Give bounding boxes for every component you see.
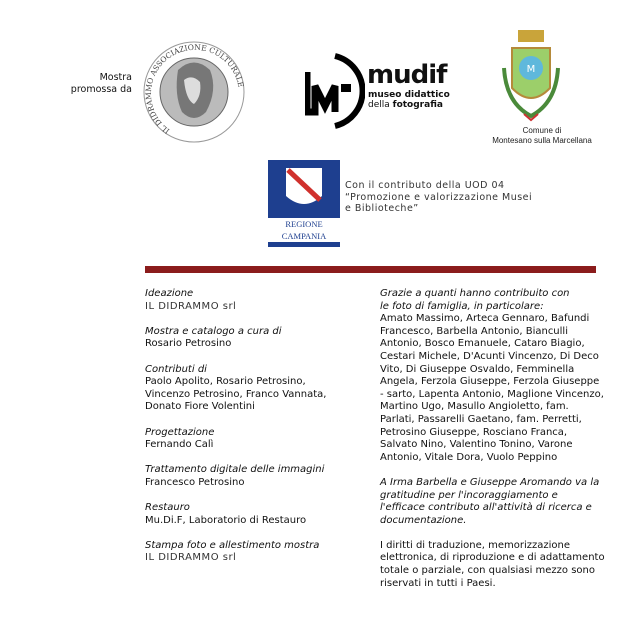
credit-item: Mostra e catalogo a cura di Rosario Petrosino (145, 325, 282, 350)
credit-item: Restauro Mu.Di.F, Laboratorio di Restauro (145, 502, 307, 526)
credits-column (145, 288, 375, 578)
svg-text:M: M (526, 64, 536, 75)
regione-campania-logo: REGIONE CAMPANIA (268, 160, 340, 236)
coin-logo-text: IL DIDRAMMO ASSOCIAZIONE CULTURALE (143, 42, 246, 136)
credit-item: Contributi di Paolo Apolito, Rosario Petrosino, Vincenzo Petrosino, Franco Vannata, Donato Fiore Volentini (145, 363, 327, 413)
rights-text: I diritti di traduzione, memorizzazione elettronica, di riproduzione e di adattamento totale o parziale, con qualsiasi mezzo sono riservati in tutti i Paesi. (380, 539, 605, 589)
contributo-text: Con il contributo della UOD 04 “Promozione e valorizzazione Musei e Biblioteche” (345, 180, 533, 214)
mudif-mark-icon (305, 52, 365, 130)
credit-item: Stampa foto e allestimento mostra IL DIDRAMMO srl (145, 539, 320, 564)
credit-item: Ideazione IL DIDRAMMO srl (145, 288, 237, 312)
thanks-intro: Grazie a quanti hanno contribuito con le foto di famiglia, in particolare: (380, 288, 570, 312)
credit-item: Progettazione Fernando Calì (145, 426, 215, 451)
promo-label: Mostra promossa da (70, 72, 132, 95)
thanks-column (380, 288, 605, 603)
divider-bar (145, 266, 596, 273)
credit-item: Trattamento digitale delle immagini Francesco Petrosino (145, 464, 325, 488)
mudif-logo: mudif museo didattico della fotografia (305, 52, 465, 132)
comune-crest-logo (496, 28, 566, 128)
gratitude-text: A Irma Barbella e Giuseppe Aromando va la gratitudine per l'incoraggiamento e l'efficace contributo all'attività di ricerca e documentazione. (380, 476, 600, 526)
didrammo-coin-logo (140, 40, 248, 144)
thanks-names: Amato Massimo, Arteca Gennaro, Bafundi Francesco, Barbella Antonio, Bianculli Antonio, Bosco Emanuele, Cataro Biagio, Cestari Michele, D'Acunti Vincenzo, Di Deco Vito, Di Giuseppe Osvaldo, Femminella Angela, Ferzola Giuseppe, Ferzola Giuseppe - sarto, Lapenta Antonio, Maglione Vincenzo, Martino Ugo, Masullo Angioletto, fam. Parlati, Passarelli Gaetano, fam. Perretti, Petrosino Giuseppe, Rosciano Franca, Salvato Nino, Valentino Tonino, Varone Antonio, Vitale Dora, Vuolo Peppino (380, 313, 604, 463)
comune-caption: Comune di Montesano sulla Marcellana (492, 126, 592, 145)
